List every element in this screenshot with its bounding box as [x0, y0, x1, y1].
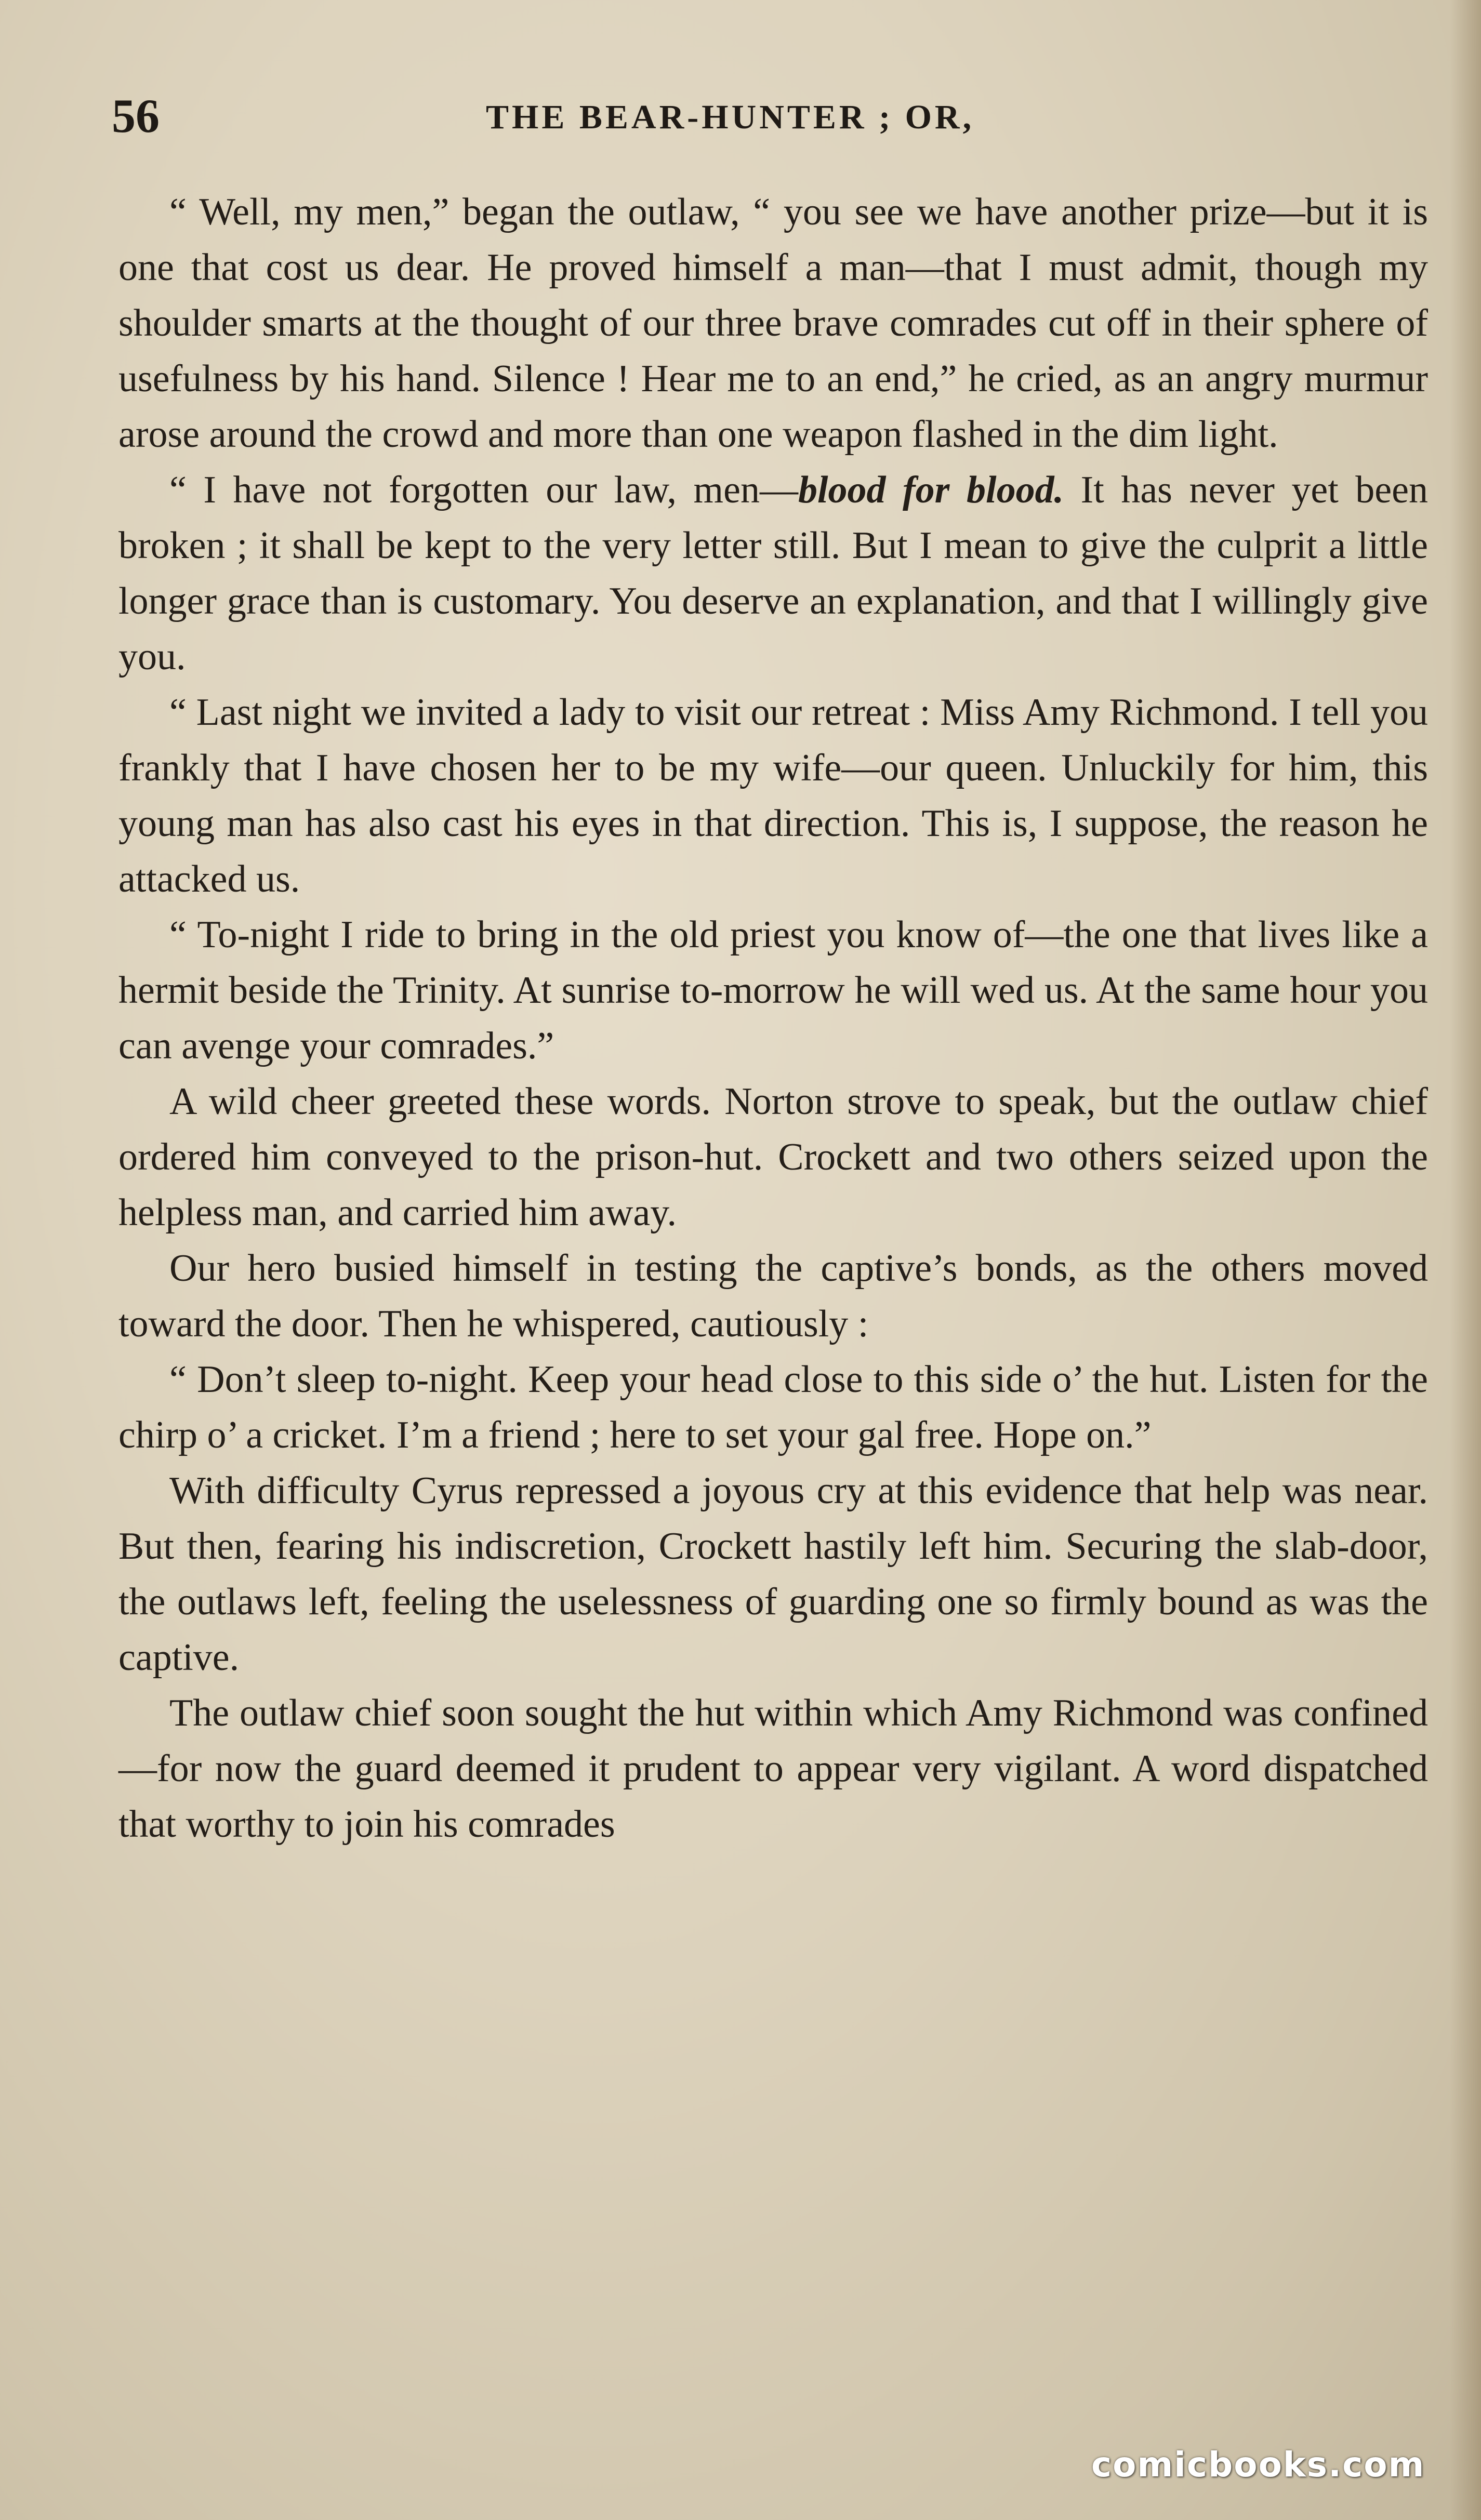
- paragraph-text: It has never yet been broken ; it shall be kept to the very letter still. But I mean to give the culprit a little longer grace than is customary. You deserve an explanation, and that I willingly give you.: [118, 469, 1428, 678]
- paragraph: “ To-night I ride to bring in the old priest you know of—the one that lives like a hermit beside the Trinity. At sunrise to-morrow he will wed us. At the same hour you can avenge your comrades.”: [118, 913, 1428, 1067]
- emphasis-text: blood for blood.: [798, 469, 1064, 511]
- page-edge-shadow: [1450, 0, 1481, 2520]
- paragraph: The outlaw chief soon sought the hut within which Amy Richmond was confined—for now the guard deemed it prudent to appear very vigilant. A word dispatched that worthy to join his comrades: [118, 1692, 1428, 1846]
- paragraph: “ Well, my men,” began the outlaw, “ you see we have another prize—but it is one that cost us dear. He proved himself a man—that I must admit, though my shoulder smarts at the thought of our three brave comrades cut off in their sphere of usefulness by his hand. Silence ! Hear me to an end,” he cried, as an angry murmur arose around the crowd and more than one weapon flashed in the dim light.: [118, 191, 1428, 456]
- paragraph: With difficulty Cyrus repressed a joyous cry at this evidence that help was near. But then, fearing his indiscretion, Crockett hastily left him. Securing the slab-door, the outlaws left, feeling the uselessness of guarding one so firmly bound as was the captive.: [118, 1469, 1428, 1679]
- running-head: THE BEAR-HUNTER ; OR,: [486, 98, 975, 136]
- paragraph-text: “ I have not forgotten our law, men—: [169, 469, 798, 511]
- paragraph: Our hero busied himself in testing the captive’s bonds, as the others moved toward the door. Then he whispered, cautiously :: [118, 1247, 1428, 1345]
- paragraph: [118, 462, 1428, 685]
- paragraph: A wild cheer greeted these words. Norton strove to speak, but the outlaw chief ordered him conveyed to the prison-hut. Crockett and two others seized upon the helpless man, and carried him away.: [118, 1080, 1428, 1234]
- paragraph: “ Last night we invited a lady to visit our retreat : Miss Amy Richmond. I tell you frankly that I have chosen her to be my wife—our queen. Unluckily for him, this young man has also cast his eyes in that direction. This is, I suppose, the reason he attacked us.: [118, 691, 1428, 900]
- watermark-text: comicbooks.com: [1091, 2445, 1425, 2485]
- body-text: [118, 184, 1428, 1852]
- paragraph: “ Don’t sleep to-night. Keep your head close to this side o’ the hut. Listen for the chirp o’ a cricket. I’m a friend ; here to set your gal free. Hope on.”: [118, 1358, 1428, 1456]
- page-header: [112, 88, 1442, 145]
- page-number: 56: [112, 89, 160, 142]
